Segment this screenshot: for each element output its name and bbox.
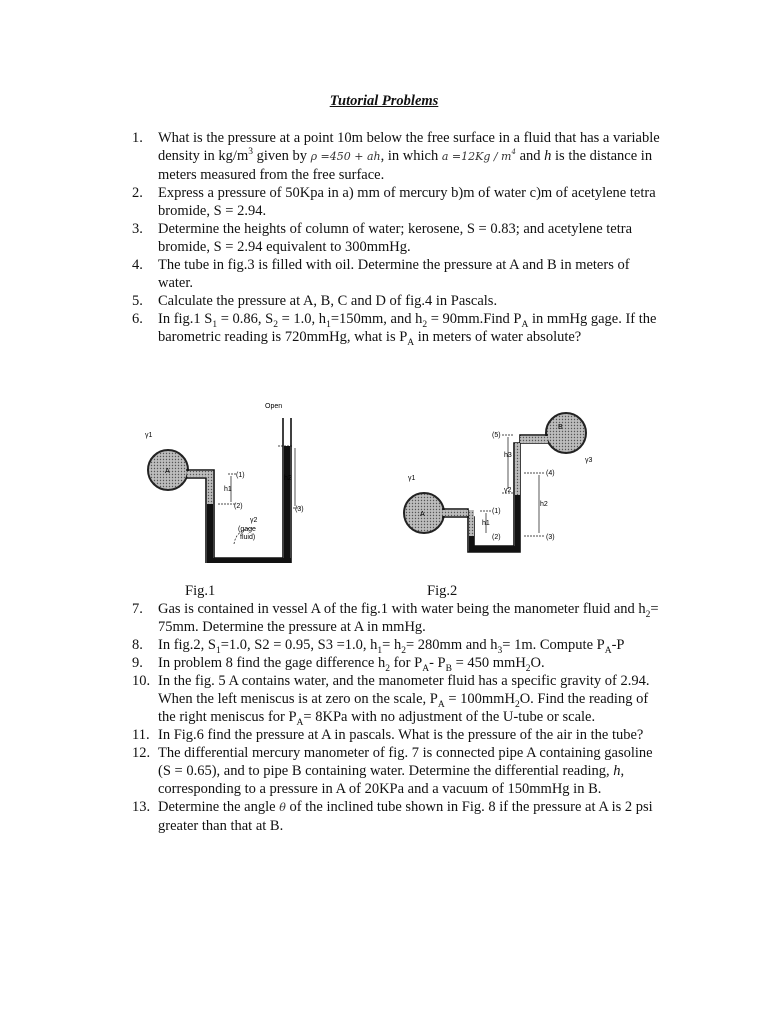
label-gamma2: γ2: [504, 487, 512, 494]
problem-text: Express a pressure of 50Kpa in a) mm of mercury b)m of water c)m of acetylene tetra bromide, S = 2.94.: [158, 185, 656, 219]
problem-text: O.: [530, 655, 545, 671]
problem-text: = 8KPa with no adjustment of the U-tube or scale.: [303, 709, 596, 725]
problem-text: , corresponding to a pressure in A of 20KPa and a vacuum of 150mmHg in B.: [158, 763, 625, 797]
problem-3: [0, 220, 768, 256]
problem-number: 9.: [132, 655, 143, 671]
problem-text: Determine the heights of column of water; kerosene, S = 0.83; and acetylene tetra bromide, S = 2.94 equivalent to 300mmHg.: [158, 221, 633, 255]
label-h2: h2: [540, 501, 548, 508]
problem-list-bottom: [0, 600, 768, 835]
problem-10: [0, 672, 768, 726]
problem-12: [0, 744, 768, 798]
label-point-4: (4): [546, 470, 555, 477]
problem-text: = 1.0, h: [278, 311, 327, 327]
subscript: 1: [216, 645, 221, 656]
problem-number: 12.: [132, 745, 151, 761]
problem-8: [0, 636, 768, 654]
problem-text: for P: [389, 655, 423, 671]
problem-number: 6.: [132, 311, 143, 327]
problem-text: O. Find the reading of the right meniscus for P: [158, 691, 649, 725]
subscript: 2: [385, 663, 390, 674]
problem-text: and: [515, 148, 545, 164]
problem-number: 5.: [132, 293, 143, 309]
problem-text: in mmHg gage. If the barometric reading is 720mmHg, what is P: [158, 311, 657, 345]
superscript: 4: [511, 148, 516, 157]
label-h1: h1: [482, 520, 490, 527]
problem-text: - P: [429, 655, 446, 671]
problem-list-top: [0, 129, 768, 346]
problem-text: = 450 mmH: [451, 655, 526, 671]
label-h3: h3: [504, 452, 512, 459]
label-gage: (gage: [238, 526, 256, 533]
subscript: 2: [514, 699, 520, 710]
problem-13: [0, 798, 768, 835]
problem-text: = 280mm and h: [405, 637, 498, 653]
label-gamma1: γ1: [145, 432, 153, 439]
problem-text: In Fig.6 find the pressure at A in pascals. What is the pressure of the air in the tube?: [158, 727, 644, 743]
label-h1: h1: [224, 486, 232, 493]
problem-number: 4.: [132, 257, 143, 273]
problem-number: 2.: [132, 185, 143, 201]
problem-text: = 90mm.Find P: [427, 311, 522, 327]
problem-11: [0, 726, 768, 744]
subscript: 1: [212, 319, 218, 330]
label-point-2: (2): [492, 534, 501, 541]
problem-text: in meters of water absolute?: [414, 329, 582, 345]
problem-text: -P: [611, 637, 625, 653]
problem-text: =150mm, and h: [330, 311, 423, 327]
label-gamma2: γ2: [250, 517, 258, 524]
variable-theta: θ: [279, 801, 286, 814]
problem-number: 3.: [132, 221, 143, 237]
label-b: B: [558, 424, 563, 431]
label-a: A: [420, 511, 425, 518]
vessel-b-icon: [546, 413, 586, 453]
problem-text: = 0.86, S: [217, 311, 274, 327]
subscript: 2: [645, 609, 651, 620]
label-point-1: (1): [492, 508, 501, 515]
label-open: Open: [265, 403, 283, 410]
subscript: 2: [525, 663, 531, 674]
label-point-3: (3): [546, 534, 555, 541]
subscript: 1: [377, 645, 383, 656]
problem-text: given by: [252, 148, 311, 164]
problem-text: What is the pressure at a point 10m below the free surface in a fluid that has a variable density in kg/m: [158, 130, 660, 164]
problem-number: 8.: [132, 637, 143, 653]
problem-text: The tube in fig.3 is filled with oil. Determine the pressure at A and B in meters of water.: [158, 257, 630, 291]
label-point-5: (5): [492, 432, 501, 439]
page-title: Tutorial Problems: [329, 93, 439, 109]
subscript: 2: [273, 319, 278, 330]
problem-number: 1.: [132, 130, 143, 146]
problem-7: [0, 600, 768, 636]
problem-number: 13.: [132, 799, 151, 815]
problem-text: = 1m. Compute P: [502, 637, 605, 653]
problem-text: The differential mercury manometer of fig. 7 is connected pipe A containing gasoline (S = 0.65), and to pipe B containing water. Determine the differential reading,: [158, 745, 653, 779]
label-point-1: (1): [236, 472, 245, 479]
problem-text: of the inclined tube shown in Fig. 8 if the pressure at A is 2 psi greater than that at B.: [158, 799, 653, 834]
label-gamma3: γ3: [585, 457, 593, 464]
subscript: 2: [401, 645, 406, 656]
label-fluid: fluid): [240, 534, 256, 541]
density-formula: ρ =450 + ah: [310, 150, 381, 163]
subscript: A: [521, 319, 529, 330]
problem-4: [0, 256, 768, 292]
label-a: A: [165, 468, 170, 475]
variable-h: h: [613, 763, 621, 779]
problem-text: , in which: [380, 148, 442, 164]
problem-9: [0, 654, 768, 672]
subscript: 2: [422, 319, 428, 330]
problem-text: = h: [382, 637, 402, 653]
subscript: 3: [497, 645, 503, 656]
subscript: A: [296, 717, 304, 728]
label-point-2: (2): [234, 503, 243, 510]
problem-text: Gas is contained in vessel A of the fig.1 with water being the manometer fluid and h: [158, 601, 646, 617]
label-point-3: (3): [295, 506, 304, 513]
subscript: A: [422, 663, 430, 674]
problem-number: 7.: [132, 601, 143, 617]
problem-2: [0, 184, 768, 220]
subscript: A: [407, 337, 415, 348]
problem-text: is the distance in meters measured from the free surface.: [158, 148, 653, 183]
figure-2-caption: Fig.2: [427, 583, 458, 599]
constant-formula: a =12Kg / m: [441, 150, 512, 163]
problem-text: Determine the angle: [158, 799, 280, 815]
problem-number: 11.: [132, 727, 150, 743]
label-h2: h2: [284, 475, 292, 482]
problem-text: Calculate the pressure at A, B, C and D of fig.4 in Pascals.: [158, 293, 498, 309]
subscript: A: [604, 645, 612, 656]
problem-1: [0, 129, 768, 184]
problem-text: In fig.2, S: [158, 637, 216, 653]
subscript: B: [445, 663, 452, 674]
problem-text: In problem 8 find the gage difference h: [158, 655, 386, 671]
figure-1-caption: Fig.1: [185, 583, 216, 599]
problem-text: In fig.1 S: [158, 311, 213, 327]
problem-6: [0, 310, 768, 346]
problem-text: = 100mmH: [444, 691, 515, 707]
label-gamma1: γ1: [408, 475, 416, 482]
subscript: 1: [326, 319, 331, 330]
problem-text: In the fig. 5 A contains water, and the manometer fluid has a specific gravity of 2.94. When the left meniscus is at zero on the scale, P: [158, 673, 650, 707]
problem-5: [0, 292, 768, 310]
problem-text: =1.0, S2 = 0.95, S3 =1.0, h: [220, 637, 378, 653]
figure-1-manometer: [138, 398, 318, 563]
figure-2-differential-manometer: [396, 403, 596, 563]
problem-text: = 75mm. Determine the pressure at A in mmHg.: [158, 601, 659, 635]
problem-number: 10.: [132, 673, 151, 689]
subscript: A: [437, 699, 445, 710]
variable-h: h: [544, 148, 552, 164]
superscript: 3: [248, 147, 253, 158]
